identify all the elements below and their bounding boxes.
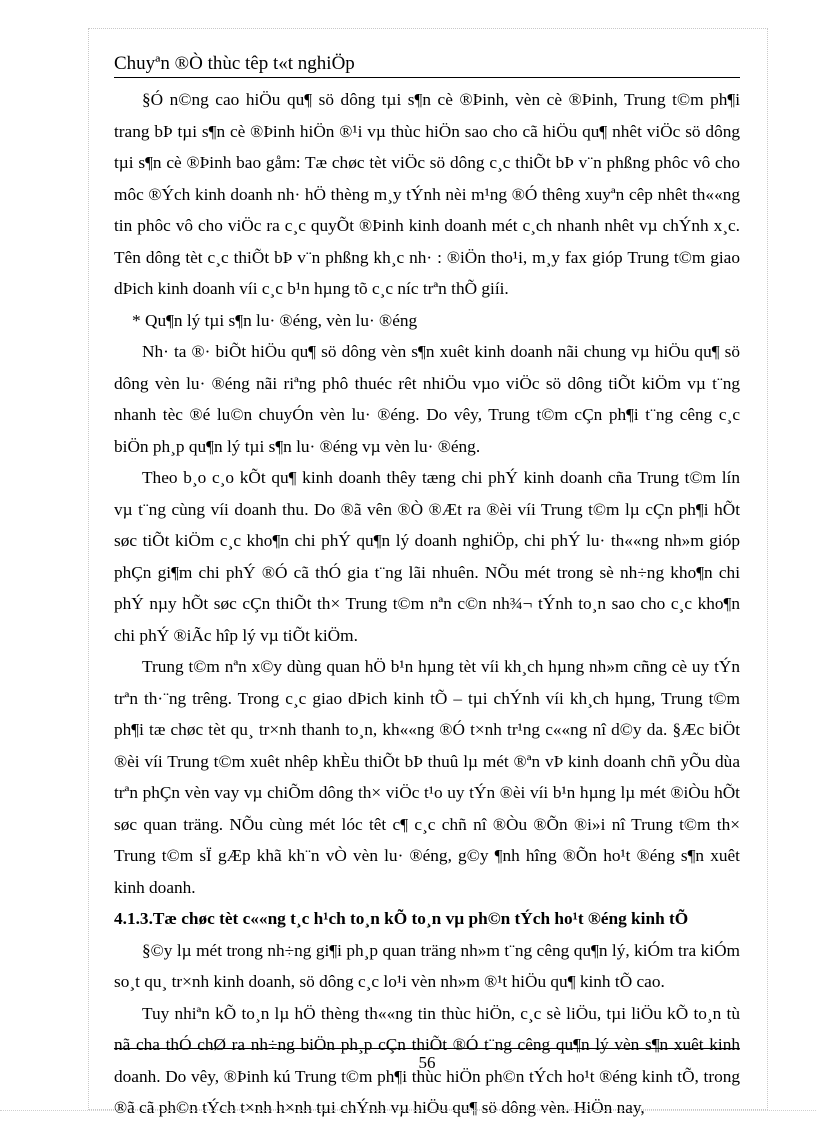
paragraph-4: Trung t©m nªn x©y dùng quan hÖ b¹n hµng tèt víi kh¸ch hµng nh»m cñng cè uy tÝn trªn th·¨ng trêng. Trong c¸c giao dÞich kinh tÕ – tµi chÝnh víi kh¸ch hµng, Trung t©m ph¶i tæ chøc tèt qu¸ tr×nh thanh to¸n, kh««ng ®Ó t×nh tr¹ng c««ng nî d©y da. §Æc biÖt ®èi víi Trung t©m xuêt nhêp khÈu thiÕt bÞ thuû lµ mét ®ªn vÞ kinh doanh chñ yÕu dùa trªn phÇn vèn vay vµ chiÕm dông th× viÖc t¹o uy tÝn ®èi víi b¹n hµng lµ mét ®iÒu hÕt søc quan träng. NÕu cùng mét lóc têt c¶ c¸c chñ nî ®Òu ®Õn ®i»i nî Trung t©m th× Trung t©m sÏ gÆp khã kh¨n vÒ vèn lu· ®éng, g©y ¶nh hîng ®Õn ho¹t ®éng s¶n xuêt kinh doanh. — [114, 657, 740, 897]
bullet-heading: * Qu¶n lý tµi s¶n lu· ®éng, vèn lu· ®éng — [132, 310, 418, 330]
paragraph-2: Nh· ta ®· biÕt hiÖu qu¶ sö dông vèn s¶n xuêt kinh doanh nãi chung vµ hiÖu qu¶ sö dông vèn lu· ®éng nãi riªng phô thuéc rêt nhiÖu vµo viÖc sö dông tiÕt kiÖm vµ t¨ng nhanh tèc ®é lu©n chuyÓn vèn lu· ®éng. Do vêy, Trung t©m cÇn ph¶i t¨ng cêng c¸c biÖn ph¸p qu¶n lý tµi s¶n lu· ®éng vµ vèn lu· ®éng. — [114, 342, 740, 456]
paragraph-5: §©y lµ mét trong nh÷ng gi¶i ph¸p quan träng nh»m t¨ng cêng qu¶n lý, kiÓm tra kiÓm so¸t qu¸ tr×nh kinh doanh, sö dông c¸c lo¹i vèn nh»m ®¹t hiÖu qu¶ kinh tÕ cao. — [114, 940, 740, 991]
header-title: Chuyªn ®Ò thùc têp t«t nghiÖp — [114, 53, 355, 74]
footer-rule — [114, 1048, 740, 1049]
paragraph-1: §Ó n©ng cao hiÖu qu¶ sö dông tµi s¶n cè ®Þinh, vèn cè ®Þinh, Trung t©m ph¶i trang bÞ tµi s¶n cè ®Þinh hiÖn ®¹i vµ thùc hiÖn sao cho cã hiÖu qu¶ nhêt viÖc sö dông tµi s¶n cè ®Þinh bao gåm: Tæ chøc tèt viÖc sö dông c¸c thiÕt bÞ v¨n phßng phôc vô cho môc ®Ých kinh doanh nh· hÖ thèng m¸y tÝnh nèi m¹ng ®Ó thêng xuyªn cêp nhêt th««ng tin phôc vô cho viÖc ra c¸c quyÕt ®Þinh kinh doanh mét c¸ch nhanh nhêt vµ chÝnh x¸c. Tên dông tèt c¸c thiÕt bÞ v¨n phßng kh¸c nh· : ®iÖn tho¹i, m¸y fax gióp Trung t©m giao dÞich kinh doanh víi c¸c b¹n hµng tõ c¸c níc trªn thÕ giíi. — [114, 90, 740, 298]
section-heading: 4.1.3.Tæ chøc tèt c««ng t¸c h¹ch to¸n kÕ to¸n vµ ph©n tÝch ho¹t ®éng kinh tÕ — [114, 909, 689, 928]
paragraph-6: Tuy nhiªn kÕ to¸n lµ hÖ thèng th««ng tin thùc hiÖn, c¸c sè liÖu, tµi liÖu kÕ to¸n tù nã cha thÓ chØ ra nh÷ng biÖn ph¸p cÇn thiÕt ®Ó t¨ng cêng qu¶n lý vèn s¶n xuêt kinh doanh. Do vêy, ®Þinh kú Trung t©m ph¶i thùc hiÖn ph©n tÝch ho¹t ®éng kinh tÕ, trong ®ã cã ph©n tÝch t×nh h×nh tµi chÝnh vµ hiÖu qu¶ sö dông vèn. HiÖn nay, — [114, 1003, 740, 1117]
page-bottom-edge — [0, 1110, 816, 1112]
paragraph-3: Theo b¸o c¸o kÕt qu¶ kinh doanh thêy tæng chi phÝ kinh doanh cña Trung t©m lín vµ t¨ng cùng víi doanh thu. Do ®ã vên ®Ò ®Æt ra ®èi víi Trung t©m lµ cÇn ph¶i hÕt søc tiÕt kiÖm c¸c kho¶n chi phÝ qu¶n lý doanh nghiÖp, chi phÝ lu· th««ng nh»m gióp phÇn gi¶m chi phÝ ®Ó cã thÓ gia t¨ng lãi nhuên. NÕu mét trong sè nh÷ng kho¶n chi phÝ nµy hÕt søc cÇn thiÕt th× Trung t©m nªn c©n nh¾¬ tÝnh to¸n sao cho c¸c kho¶n chi phÝ ®iÃc hîp lý vµ tiÕt kiÖm. — [114, 468, 740, 645]
page-number: 56 — [418, 1053, 436, 1072]
document-body — [114, 84, 740, 1124]
header-rule — [114, 77, 740, 78]
